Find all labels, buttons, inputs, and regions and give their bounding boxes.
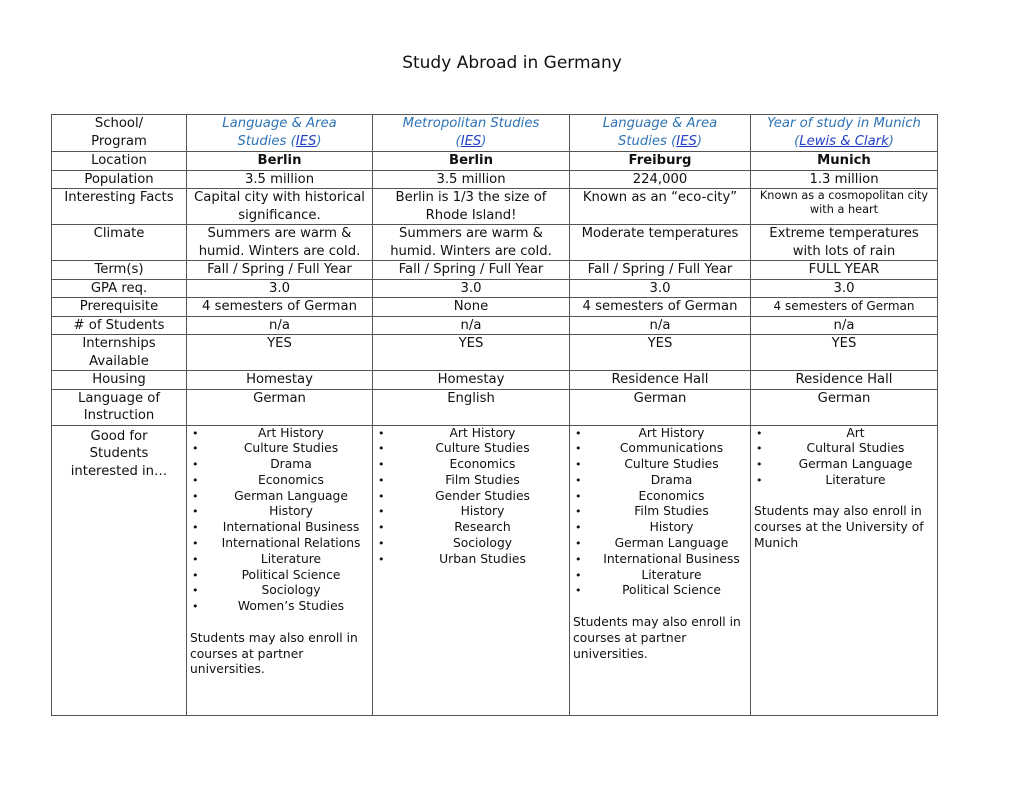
- table-row-prerequisite: [52, 298, 938, 317]
- list-item: [376, 441, 566, 457]
- bullet-icon: •: [575, 568, 582, 582]
- subjects-cell: [187, 425, 373, 715]
- table-cell: Summers are warm & humid. Winters are cold.: [187, 225, 373, 261]
- list-item: [190, 520, 369, 536]
- table-cell: 1.3 million: [751, 170, 938, 189]
- table-cell: Summers are warm & humid. Winters are cold.: [373, 225, 570, 261]
- row-label: Program: [91, 133, 147, 149]
- bullet-icon: •: [192, 489, 199, 503]
- bullet-icon: •: [575, 584, 582, 598]
- bullet-icon: •: [192, 442, 199, 456]
- program-name: Language & Area: [222, 116, 337, 131]
- list-item-label: German Language: [614, 536, 729, 551]
- program-provider-link[interactable]: IES: [676, 133, 697, 149]
- bullet-icon: •: [378, 489, 385, 503]
- table-cell: Berlin: [373, 152, 570, 171]
- bullet-icon: •: [378, 505, 385, 519]
- table-row-location: [52, 152, 938, 171]
- program-name: Metropolitan Studies: [402, 116, 540, 131]
- table-cell: n/a: [570, 316, 751, 335]
- table-cell: Munich: [751, 152, 938, 171]
- list-item-label: Drama: [650, 472, 693, 487]
- bullet-icon: •: [575, 442, 582, 456]
- list-item-label: Sociology: [452, 536, 513, 551]
- list-item: [754, 426, 934, 442]
- bullet-icon: •: [192, 426, 199, 440]
- bullet-icon: •: [756, 442, 763, 456]
- table-cell: Known as a cosmopolitan city with a heart: [751, 189, 938, 225]
- table-cell: Capital city with historical significance.: [187, 189, 373, 225]
- list-item-label: Urban Studies: [439, 551, 526, 566]
- list-item-label: Film Studies: [634, 504, 709, 519]
- list-item-label: Culture Studies: [243, 441, 339, 456]
- table-cell: 3.0: [570, 279, 751, 298]
- table-row-terms: [52, 261, 938, 280]
- program-provider-link[interactable]: Lewis & Clark: [799, 133, 889, 149]
- list-item: [190, 552, 369, 568]
- list-item: [376, 552, 566, 568]
- list-item: [190, 504, 369, 520]
- list-item-label: Research: [454, 520, 511, 535]
- table-cell: Fall / Spring / Full Year: [187, 261, 373, 280]
- list-item: [754, 457, 934, 473]
- row-label: GPA req.: [52, 279, 187, 298]
- bullet-icon: •: [575, 537, 582, 551]
- subjects-cell: [373, 425, 570, 715]
- row-label: Term(s): [52, 261, 187, 280]
- list-item-label: Literature: [260, 551, 322, 566]
- list-item: [754, 441, 934, 457]
- list-item: [573, 552, 747, 568]
- list-item-label: International Business: [222, 520, 360, 535]
- table-cell: 4 semesters of German: [187, 298, 373, 317]
- list-item-label: Literature: [641, 567, 702, 582]
- list-item-label: Economics: [638, 488, 705, 503]
- row-label-school-program: [52, 115, 187, 152]
- table-row-housing: [52, 371, 938, 390]
- bullet-icon: •: [378, 552, 385, 566]
- row-label: Location: [52, 152, 187, 171]
- list-item: [573, 504, 747, 520]
- list-item-label: International Relations: [221, 536, 361, 551]
- row-label: Housing: [52, 371, 187, 390]
- table-cell: Fall / Spring / Full Year: [373, 261, 570, 280]
- list-item: [376, 520, 566, 536]
- table-cell: n/a: [751, 316, 938, 335]
- list-item-label: History: [649, 520, 694, 535]
- list-item: [190, 473, 369, 489]
- list-item: [573, 457, 747, 473]
- table-cell: n/a: [187, 316, 373, 335]
- list-item: [190, 441, 369, 457]
- table-row-population: [52, 170, 938, 189]
- table-row: [52, 115, 938, 152]
- table-cell: German: [187, 389, 373, 425]
- list-item: [190, 426, 369, 442]
- list-item-label: History: [460, 504, 505, 519]
- list-item-label: Culture Studies: [624, 457, 719, 472]
- list-item: [573, 536, 747, 552]
- table-cell: Homestay: [373, 371, 570, 390]
- subjects-cell: [570, 425, 751, 715]
- table-cell: German: [570, 389, 751, 425]
- table-cell: Freiburg: [570, 152, 751, 171]
- table-cell: None: [373, 298, 570, 317]
- row-label: Good for Students interested in…: [52, 425, 187, 715]
- list-item: [573, 473, 747, 489]
- table-cell: n/a: [373, 316, 570, 335]
- table-cell: Known as an “eco-city”: [570, 189, 751, 225]
- table-row-good-for: [52, 425, 938, 715]
- table-cell: 3.0: [373, 279, 570, 298]
- table-cell: Berlin is 1/3 the size of Rhode Island!: [373, 189, 570, 225]
- bullet-icon: •: [575, 473, 582, 487]
- list-item-label: Culture Studies: [435, 441, 530, 456]
- page-title: Study Abroad in Germany: [402, 53, 622, 73]
- bullet-icon: •: [192, 600, 199, 614]
- bullet-icon: •: [192, 568, 199, 582]
- subject-list: [376, 426, 566, 568]
- list-item-label: Cultural Studies: [806, 441, 905, 456]
- table-cell: 3.5 million: [187, 170, 373, 189]
- bullet-icon: •: [575, 489, 582, 503]
- row-label: Prerequisite: [52, 298, 187, 317]
- list-item-label: Art History: [638, 425, 705, 440]
- bullet-icon: •: [756, 426, 763, 440]
- list-item-label: Sociology: [261, 583, 321, 598]
- list-item-label: Women’s Studies: [237, 599, 345, 614]
- table-cell: Homestay: [187, 371, 373, 390]
- list-item: [190, 489, 369, 505]
- list-item-label: Political Science: [241, 567, 341, 582]
- table-row-interesting-facts: [52, 189, 938, 225]
- table-cell: Moderate temperatures: [570, 225, 751, 261]
- program-header-cell: Language & Area Studies (IES): [187, 115, 373, 152]
- table-cell: English: [373, 389, 570, 425]
- list-item: [190, 599, 369, 615]
- list-item-label: Political Science: [622, 583, 721, 598]
- table-cell: 3.0: [187, 279, 373, 298]
- table-cell: German: [751, 389, 938, 425]
- bullet-icon: •: [378, 521, 385, 535]
- table-cell: 4 semesters of German: [570, 298, 751, 317]
- program-name: Year of study in Munich: [767, 116, 921, 131]
- table-cell: FULL YEAR: [751, 261, 938, 280]
- bullet-icon: •: [575, 505, 582, 519]
- list-item-label: Art History: [258, 425, 324, 440]
- list-item-label: International Business: [603, 551, 740, 566]
- bullet-icon: •: [192, 537, 199, 551]
- bullet-icon: •: [378, 442, 385, 456]
- list-item: [376, 504, 566, 520]
- bullet-icon: •: [575, 458, 582, 472]
- list-item: [190, 457, 369, 473]
- table-cell: YES: [187, 335, 373, 371]
- list-item: [573, 489, 747, 505]
- table-cell: YES: [373, 335, 570, 371]
- bullet-icon: •: [378, 458, 385, 472]
- table-row-climate: [52, 225, 938, 261]
- table-cell: YES: [570, 335, 751, 371]
- bullet-icon: •: [192, 458, 199, 472]
- subject-list: [190, 426, 369, 616]
- row-label: Internships Available: [52, 335, 187, 371]
- subjects-cell: [751, 425, 938, 715]
- bullet-icon: •: [575, 521, 582, 535]
- list-item-label: Economics: [449, 457, 516, 472]
- table-cell: Fall / Spring / Full Year: [570, 261, 751, 280]
- list-item: [573, 441, 747, 457]
- list-item: [573, 426, 747, 442]
- table-cell: Residence Hall: [570, 371, 751, 390]
- program-provider-link[interactable]: IES: [460, 133, 482, 149]
- bullet-icon: •: [192, 505, 199, 519]
- table-cell: Extreme temperatures with lots of rain: [751, 225, 938, 261]
- list-item-label: History: [269, 504, 313, 519]
- row-label: School/: [94, 116, 144, 131]
- bullet-icon: •: [378, 473, 385, 487]
- table-cell: 3.5 million: [373, 170, 570, 189]
- bullet-icon: •: [192, 552, 199, 566]
- table-row-language: [52, 389, 938, 425]
- program-header-cell: Year of study in Munich (Lewis & Clark): [751, 115, 938, 152]
- list-item-label: Literature: [825, 472, 886, 487]
- bullet-icon: •: [756, 458, 763, 472]
- list-item-label: Film Studies: [445, 472, 520, 487]
- list-item: [190, 568, 369, 584]
- subject-list: [573, 426, 747, 600]
- list-item: [376, 426, 566, 442]
- bullet-icon: •: [575, 426, 582, 440]
- table-cell: 4 semesters of German: [751, 298, 938, 317]
- list-item: [573, 520, 747, 536]
- subject-list: [754, 426, 934, 489]
- table-cell: 3.0: [751, 279, 938, 298]
- list-item: [376, 457, 566, 473]
- list-item: [573, 568, 747, 584]
- list-item-label: Economics: [258, 472, 324, 487]
- bullet-icon: •: [192, 473, 199, 487]
- table-cell: Residence Hall: [751, 371, 938, 390]
- list-item: [754, 473, 934, 489]
- row-label: # of Students: [52, 316, 187, 335]
- table-cell: 224,000: [570, 170, 751, 189]
- table-cell: YES: [751, 335, 938, 371]
- list-item: [376, 489, 566, 505]
- table-row-gpa: [52, 279, 938, 298]
- list-item: [376, 473, 566, 489]
- bullet-icon: •: [575, 552, 582, 566]
- list-item-label: Gender Studies: [435, 488, 530, 503]
- row-label: Population: [52, 170, 187, 189]
- program-comparison-table: [51, 114, 938, 716]
- table-cell: Berlin: [187, 152, 373, 171]
- bullet-icon: •: [756, 473, 763, 487]
- list-item: [190, 583, 369, 599]
- list-item-label: Art History: [449, 425, 516, 440]
- enrollment-note: Students may also enroll in courses at partner universities.: [573, 615, 741, 661]
- list-item-label: German Language: [798, 457, 913, 472]
- bullet-icon: •: [378, 537, 385, 551]
- program-provider-link[interactable]: IES: [295, 133, 317, 149]
- list-item: [190, 536, 369, 552]
- list-item-label: Art: [846, 425, 865, 440]
- row-label: Language of Instruction: [52, 389, 187, 425]
- bullet-icon: •: [192, 584, 199, 598]
- list-item: [573, 583, 747, 599]
- enrollment-note: Students may also enroll in courses at partner universities.: [190, 630, 358, 677]
- row-label: Interesting Facts: [52, 189, 187, 225]
- enrollment-note: Students may also enroll in courses at the University of Munich: [754, 504, 924, 551]
- table-row-internships: [52, 335, 938, 371]
- table-row-num-students: [52, 316, 938, 335]
- list-item-label: German Language: [234, 488, 348, 503]
- list-item: [376, 536, 566, 552]
- program-header-cell: Language & Area Studies (IES): [570, 115, 751, 152]
- program-name: Language & Area: [602, 116, 718, 131]
- list-item-label: Drama: [270, 457, 312, 472]
- row-label: Climate: [52, 225, 187, 261]
- program-header-cell: Metropolitan Studies (IES): [373, 115, 570, 152]
- bullet-icon: •: [192, 521, 199, 535]
- bullet-icon: •: [378, 426, 385, 440]
- list-item-label: Communications: [619, 441, 724, 456]
